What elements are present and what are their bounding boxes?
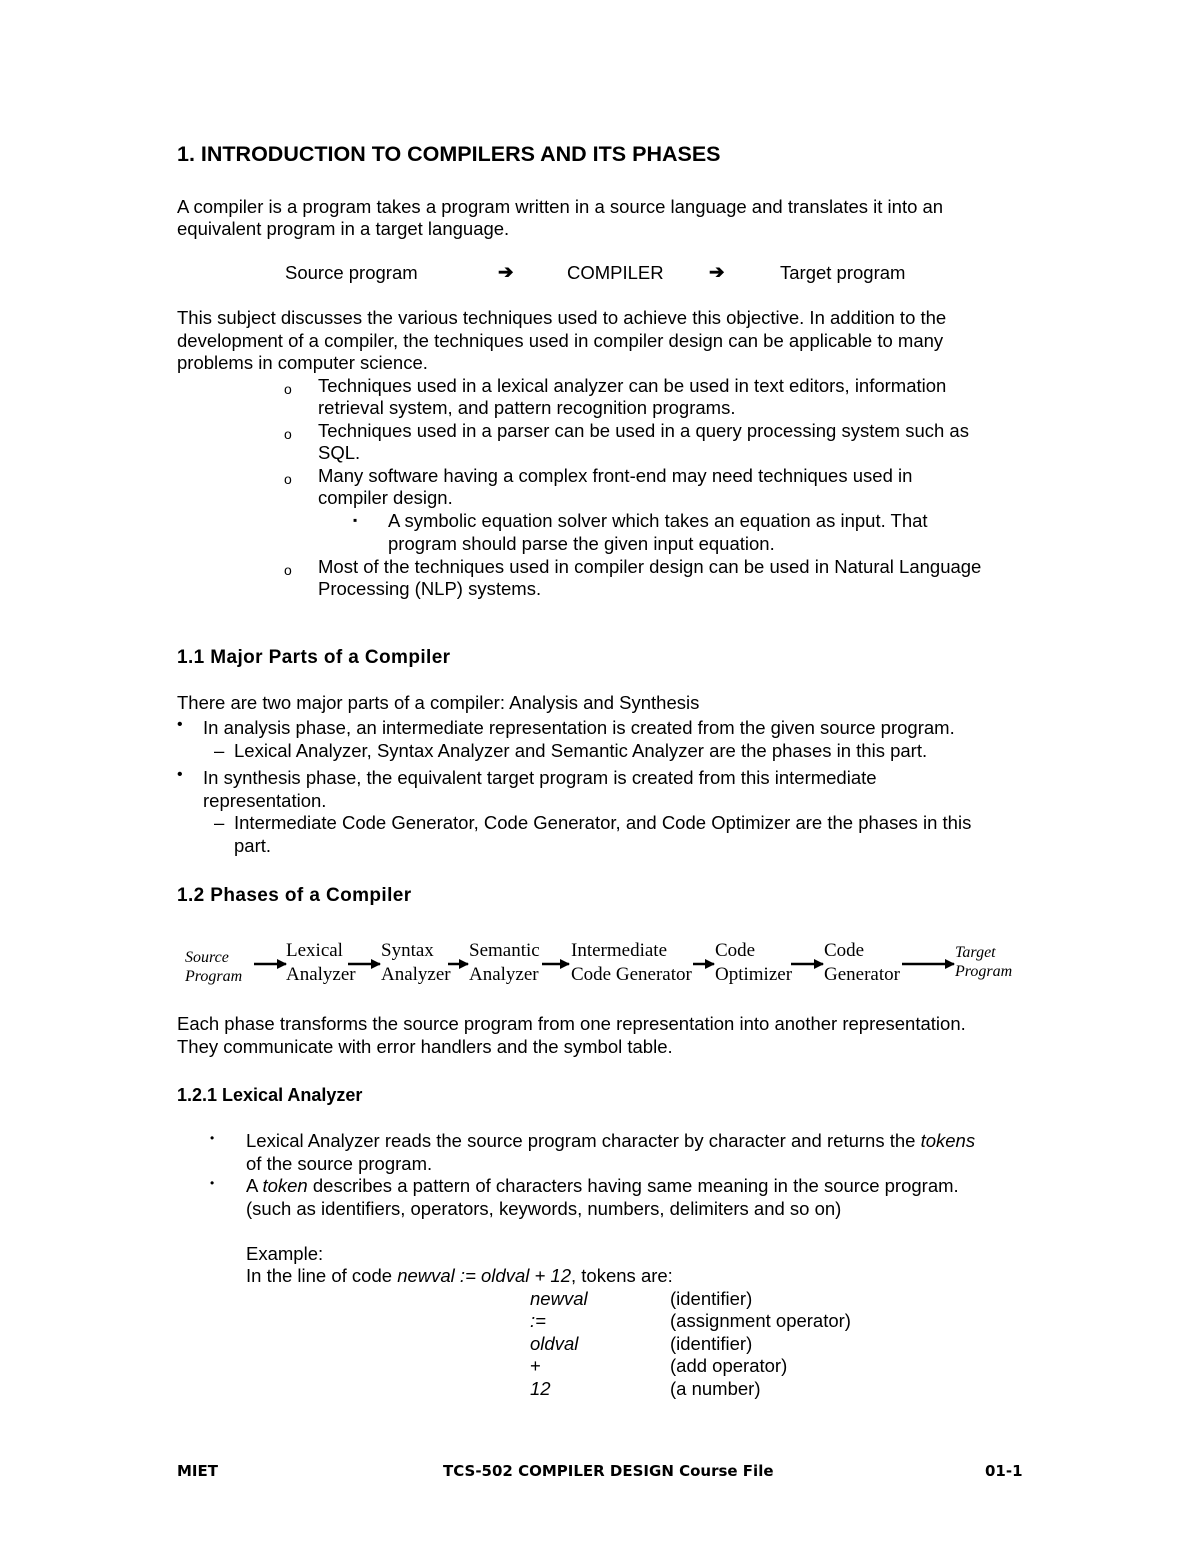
token-desc: (assignment operator)	[670, 1310, 851, 1331]
list-item: (such as identifiers, operators, keywords, numbers, delimiters and so on)	[246, 1198, 842, 1219]
sub-list-item: A symbolic equation solver which takes an equation as input. That	[388, 510, 928, 531]
phase-lexical-l2: Analyzer	[286, 964, 356, 985]
sub-list-item: Intermediate Code Generator, Code Generator, and Code Optimizer are the phases in this	[234, 812, 972, 833]
list-item: compiler design.	[318, 487, 453, 508]
bullet-marker: o	[284, 562, 292, 578]
phase-lexical-l1: Lexical	[286, 940, 343, 961]
section-heading-major-parts: 1.1 Major Parts of a Compiler	[177, 647, 451, 668]
bullet-marker: o	[284, 381, 292, 397]
para-line-2: development of a compiler, the techniques used in compiler design can be applicable to many	[177, 330, 944, 351]
token-name	[530, 1333, 578, 1356]
tokens-term: tokens	[920, 1130, 976, 1151]
token-value: 12	[530, 1378, 551, 1399]
token-desc: (identifier)	[670, 1288, 753, 1309]
example-label: Example:	[246, 1243, 324, 1264]
phase-semantic-l1: Semantic	[469, 940, 540, 961]
arrow-icon: ➔	[709, 261, 725, 282]
list-item	[246, 1130, 975, 1153]
bullet-marker: •	[210, 1176, 215, 1190]
phase-syntax-l1: Syntax	[381, 940, 434, 961]
para-line-3: problems in computer science.	[177, 352, 428, 373]
token-desc: (add operator)	[670, 1355, 788, 1376]
footer-page-number: 01-1	[985, 1462, 1023, 1480]
phases-para-line-2: They communicate with error handlers and the symbol table.	[177, 1036, 673, 1057]
dash-marker: –	[214, 740, 225, 761]
list-item: representation.	[203, 790, 327, 811]
phase-intermediate-l1: Intermediate	[571, 940, 668, 961]
sub-list-item: program should parse the given input equation.	[388, 533, 775, 554]
list-item: Techniques used in a lexical analyzer can be used in text editors, information	[318, 375, 947, 396]
diagram-target-l1: Target	[955, 944, 996, 961]
sub-list-item: Lexical Analyzer, Syntax Analyzer and Semantic Analyzer are the phases in this part.	[234, 740, 928, 761]
token-bullet-post: describes a pattern of characters having same meaning in the source program.	[307, 1175, 959, 1196]
example-line	[246, 1265, 673, 1288]
phase-optimizer-l2: Optimizer	[715, 964, 793, 985]
list-item: Techniques used in a parser can be used in a query processing system such as	[318, 420, 969, 441]
token-name	[530, 1378, 551, 1401]
footer-left: MIET	[177, 1462, 218, 1480]
phase-generator-l2: Generator	[824, 964, 900, 985]
list-item: of the source program.	[246, 1153, 433, 1174]
token-desc: (identifier)	[670, 1333, 753, 1354]
bullet-marker: •	[177, 716, 183, 733]
bullet-marker: o	[284, 426, 292, 442]
intro-line-2: equivalent program in a target language.	[177, 218, 510, 239]
section-heading-lexical: 1.2.1 Lexical Analyzer	[177, 1085, 363, 1105]
diagram-source-l2: Program	[185, 968, 243, 985]
token-value: :=	[530, 1310, 546, 1331]
list-item: In synthesis phase, the equivalent target program is created from this intermediate	[203, 767, 877, 788]
para-line-1: This subject discusses the various techniques used to achieve this objective. In addition to the	[177, 307, 947, 328]
intro-line-1: A compiler is a program takes a program written in a source language and translates it into an	[177, 196, 944, 217]
square-bullet-icon: ▪	[353, 513, 358, 527]
token-term: token	[262, 1175, 308, 1196]
token-value: oldval	[530, 1333, 579, 1354]
lexical-bullet-1-text: Lexical Analyzer reads the source program character by character and returns the	[246, 1130, 921, 1151]
bullet-marker: •	[177, 766, 183, 783]
footer-center: TCS-502 COMPILER DESIGN Course File	[443, 1462, 774, 1480]
list-item: In analysis phase, an intermediate representation is created from the given source program.	[203, 717, 955, 738]
list-item: Many software having a complex front-end may need techniques used in	[318, 465, 913, 486]
bullet-marker: •	[210, 1131, 215, 1145]
flow-target: Target program	[780, 262, 906, 283]
phase-syntax-l2: Analyzer	[381, 964, 451, 985]
list-item	[246, 1175, 959, 1198]
example-code: newval := oldval + 12	[397, 1265, 572, 1286]
section-intro: There are two major parts of a compiler: Analysis and Synthesis	[177, 692, 700, 713]
bullet-marker: o	[284, 471, 292, 487]
phases-para-line-1: Each phase transforms the source program from one representation into another representation.	[177, 1013, 966, 1034]
diagram-source-l1: Source	[185, 949, 229, 966]
section-heading-phases: 1.2 Phases of a Compiler	[177, 885, 412, 906]
example-post: , tokens are:	[571, 1265, 673, 1286]
sub-list-item: part.	[234, 835, 272, 856]
token-name: +	[530, 1355, 541, 1376]
flow-compiler: COMPILER	[567, 262, 664, 283]
phase-intermediate-l2: Code Generator	[571, 964, 692, 985]
arrow-icon: ➔	[498, 261, 514, 282]
dash-marker: –	[214, 812, 225, 833]
phase-semantic-l2: Analyzer	[469, 964, 539, 985]
token-name	[530, 1288, 588, 1311]
token-value: newval	[530, 1288, 588, 1309]
page-title: 1. INTRODUCTION TO COMPILERS AND ITS PHASES	[177, 142, 721, 166]
diagram-target-l2: Program	[955, 963, 1013, 980]
phase-optimizer-l1: Code	[715, 940, 756, 961]
token-name	[530, 1310, 546, 1333]
flow-source: Source program	[285, 262, 418, 283]
token-desc: (a number)	[670, 1378, 761, 1399]
list-item: retrieval system, and pattern recognition programs.	[318, 397, 736, 418]
token-bullet-pre: A	[246, 1175, 263, 1196]
phase-generator-l1: Code	[824, 940, 865, 961]
list-item: Processing (NLP) systems.	[318, 578, 542, 599]
list-item: Most of the techniques used in compiler design can be used in Natural Language	[318, 556, 982, 577]
example-pre: In the line of code	[246, 1265, 398, 1286]
list-item: SQL.	[318, 442, 361, 463]
